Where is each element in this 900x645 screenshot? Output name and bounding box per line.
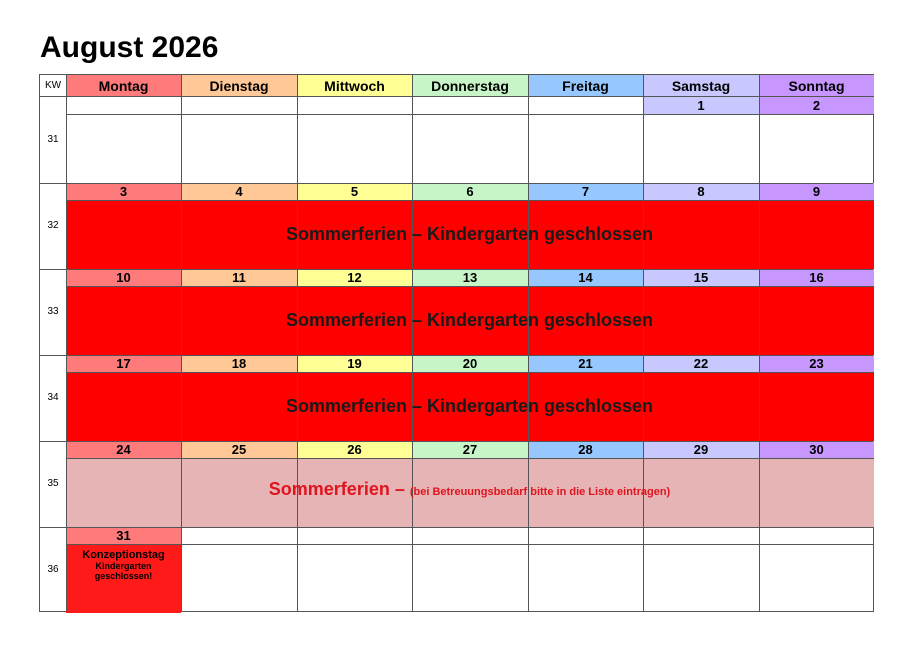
day-number: 7 — [528, 183, 643, 201]
kw-number: 35 — [47, 478, 59, 489]
partial-closure-banner — [66, 479, 873, 500]
konzeptionstag-note — [66, 549, 181, 581]
day-number: 23 — [759, 355, 874, 373]
day-number: 22 — [643, 355, 759, 373]
day-number — [297, 527, 412, 545]
day-number: 31 — [66, 527, 181, 545]
day-number: 2 — [759, 97, 874, 115]
column-divider — [759, 75, 760, 611]
closure-banner: Sommerferien – Kindergarten geschlossen — [285, 310, 654, 330]
kw-number: 36 — [47, 564, 59, 575]
day-number: 24 — [66, 441, 181, 459]
banner-note-text: (bei Betreuungsbedarf bitte in die Liste eintragen) — [409, 486, 671, 498]
day-number: 11 — [181, 269, 297, 287]
day-number: 27 — [412, 441, 528, 459]
day-number: 4 — [181, 183, 297, 201]
column-divider — [528, 75, 529, 611]
column-divider — [181, 75, 182, 611]
day-number — [759, 527, 874, 545]
day-number: 14 — [528, 269, 643, 287]
day-number — [297, 97, 412, 115]
kw-header: KW — [40, 75, 66, 97]
day-number — [181, 97, 297, 115]
weekday-header-montag: Montag — [66, 75, 181, 97]
week-divider — [40, 183, 873, 184]
day-number: 9 — [759, 183, 874, 201]
day-number: 15 — [643, 269, 759, 287]
day-number: 5 — [297, 183, 412, 201]
page-title: August 2026 — [40, 31, 219, 64]
day-number: 18 — [181, 355, 297, 373]
day-number: 25 — [181, 441, 297, 459]
weekday-header-samstag: Samstag — [643, 75, 759, 97]
kw-number: 33 — [47, 306, 59, 317]
closure-banner: Sommerferien – Kindergarten geschlossen — [285, 396, 654, 416]
day-number — [181, 527, 297, 545]
column-divider — [66, 75, 67, 611]
calendar-grid — [39, 74, 874, 612]
day-number — [528, 527, 643, 545]
day-number: 26 — [297, 441, 412, 459]
weekday-header-mittwoch: Mittwoch — [297, 75, 412, 97]
konzeptionstag-line2: geschlossen! — [94, 571, 153, 581]
weekday-header-donnerstag: Donnerstag — [412, 75, 528, 97]
day-number: 28 — [528, 441, 643, 459]
day-number — [528, 97, 643, 115]
day-number: 20 — [412, 355, 528, 373]
day-number: 10 — [66, 269, 181, 287]
day-number — [643, 527, 759, 545]
day-number — [412, 97, 528, 115]
day-number: 3 — [66, 183, 181, 201]
day-number: 1 — [643, 97, 759, 115]
week-divider — [40, 355, 873, 356]
column-divider — [412, 75, 413, 611]
closure-banner: Sommerferien – Kindergarten geschlossen — [285, 224, 654, 244]
day-number: 12 — [297, 269, 412, 287]
day-number: 6 — [412, 183, 528, 201]
day-number: 21 — [528, 355, 643, 373]
day-number: 19 — [297, 355, 412, 373]
banner-main-text: Sommerferien – — [268, 479, 410, 499]
konzeptionstag-title: Konzeptionstag — [82, 549, 165, 561]
day-number: 16 — [759, 269, 874, 287]
week-divider — [40, 441, 873, 442]
day-number: 17 — [66, 355, 181, 373]
day-number — [66, 97, 181, 115]
konzeptionstag-line1: Kindergarten — [95, 561, 152, 571]
kw-number: 31 — [47, 134, 59, 145]
week-divider — [40, 527, 873, 528]
weekday-header-sonntag: Sonntag — [759, 75, 874, 97]
day-number — [412, 527, 528, 545]
column-divider — [643, 75, 644, 611]
day-number: 30 — [759, 441, 874, 459]
week-divider — [40, 269, 873, 270]
day-number: 29 — [643, 441, 759, 459]
weekday-header-freitag: Freitag — [528, 75, 643, 97]
kw-number: 32 — [47, 220, 59, 231]
weekday-header-dienstag: Dienstag — [181, 75, 297, 97]
column-divider — [297, 75, 298, 611]
kw-number: 34 — [47, 392, 59, 403]
day-number: 13 — [412, 269, 528, 287]
day-number: 8 — [643, 183, 759, 201]
